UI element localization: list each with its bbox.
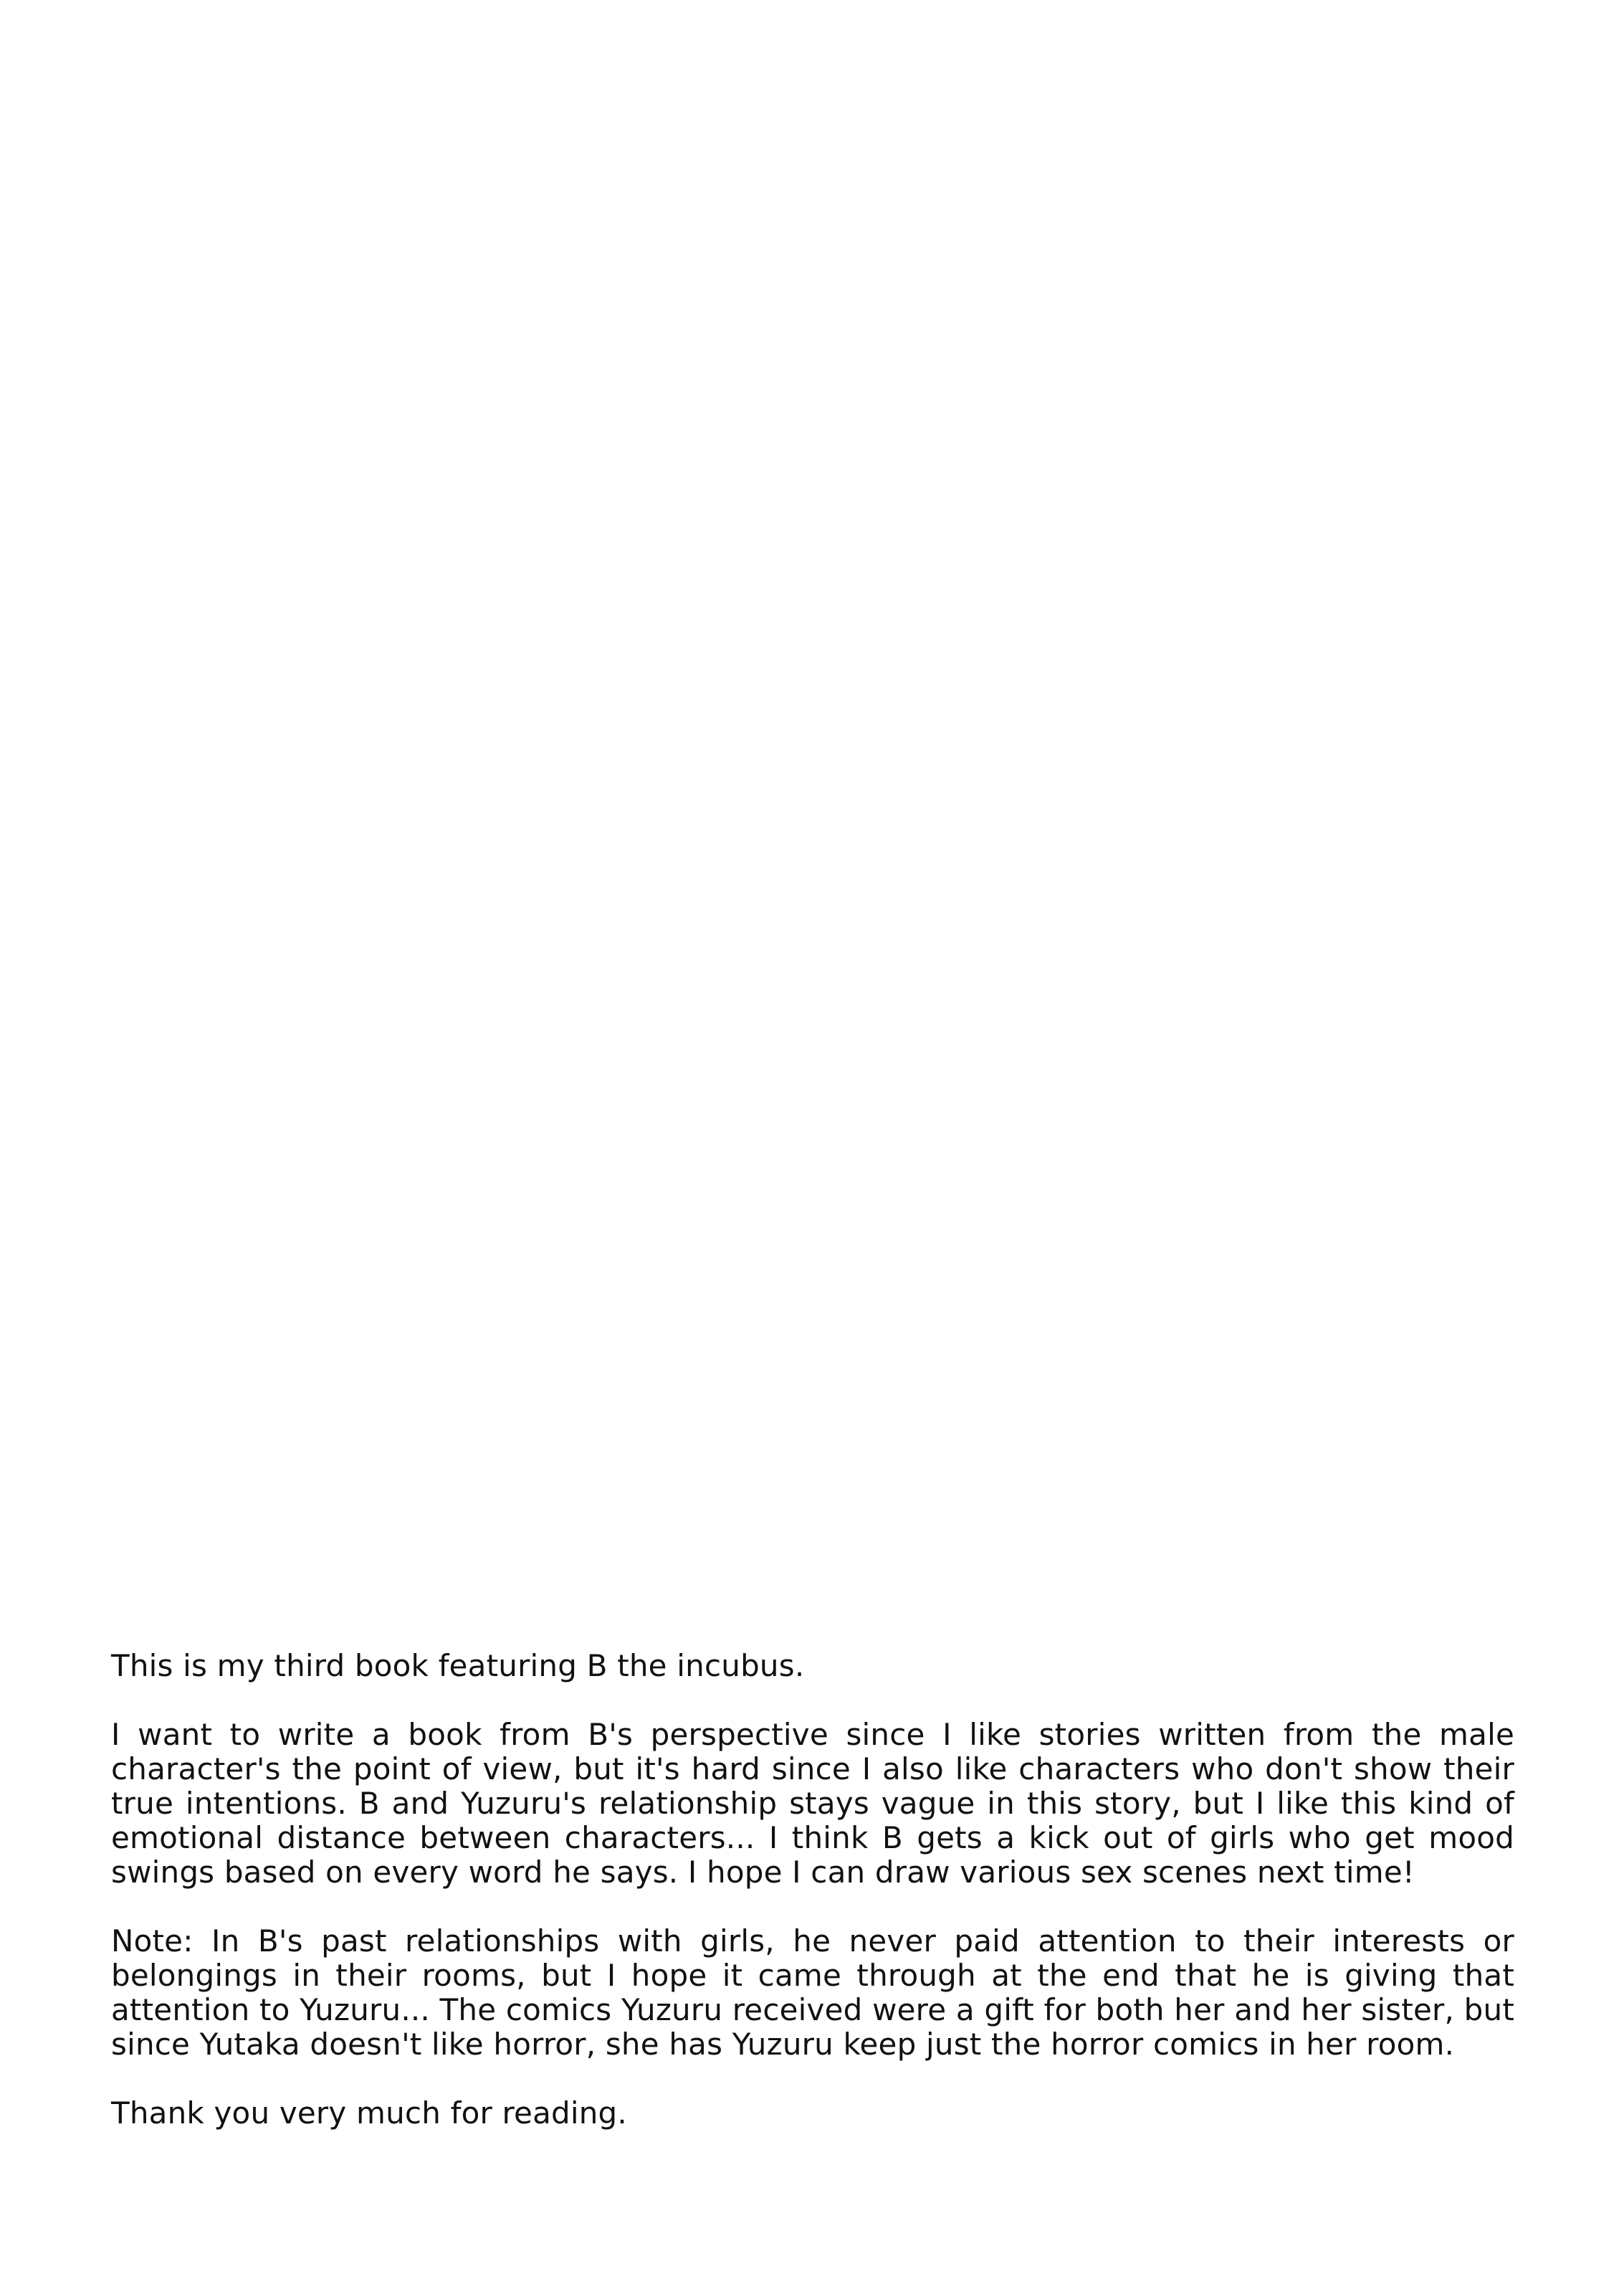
afterword-text-block xyxy=(111,1649,1514,2131)
afterword-paragraph-note: Note: In B's past relationships with girls, he never paid attention to their interests or belongings in their rooms, but I hope it came through at the end that he is giving that attention to Yuzuru... The comics Yuzuru received were a gift for both her and her sister, but since Yutaka doesn't like horror, she has Yuzuru keep just the horror comics in her room. xyxy=(111,1923,1514,2062)
afterword-paragraph-perspective: I want to write a book from B's perspective since I like stories written from the male character's the point of view, but it's hard since I also like characters who don't show their true intentions. B and Yuzuru's relationship stays vague in this story, but I like this kind of emotional distance between characters... I think B gets a kick out of girls who get mood swings based on every word he says. I hope I can draw various sex scenes next time! xyxy=(111,1717,1514,1890)
afterword-intro: This is my third book featuring B the incubus. xyxy=(111,1648,805,1683)
afterword-closing: Thank you very much for reading. xyxy=(111,2095,627,2131)
